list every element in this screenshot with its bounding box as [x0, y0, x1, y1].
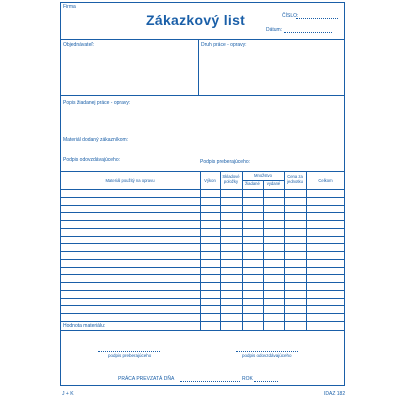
table-row-line	[60, 305, 345, 306]
table-row-line	[60, 290, 345, 291]
podpis-preberajuceho-caption: podpis preberajúceho	[108, 353, 152, 358]
druh-prace-label: Druh práce - opravy:	[201, 42, 247, 48]
table-row-line	[60, 267, 345, 268]
table-column-line	[263, 180, 264, 330]
table-row-line	[60, 313, 345, 314]
col-mnozstvo-header: Množstvo	[254, 173, 272, 178]
table-row-line	[60, 251, 345, 252]
table-row-line	[60, 197, 345, 198]
right-code: IDAZ 182	[324, 391, 346, 397]
table-column-line	[200, 171, 201, 330]
table-row-line	[60, 220, 345, 221]
sig-line-odovzdavajuceho	[236, 351, 298, 352]
table-row-line	[60, 298, 345, 299]
rok-line	[254, 381, 278, 382]
material-dodany-label: Materiál dodaný zákazníkom:	[63, 137, 129, 143]
mid-divider	[198, 39, 199, 95]
datum-line	[284, 32, 332, 33]
table-row-line	[60, 205, 345, 206]
cislo-label: ČÍSLO:	[282, 13, 299, 19]
col-skl-header: Skladové položky	[222, 174, 240, 184]
page-title: Zákazkový list	[146, 12, 246, 28]
rok-label: ROK	[242, 376, 253, 382]
col-cena-header: Cena za jednotku	[287, 174, 303, 184]
hodnota-label: Hodnota materiálu:	[63, 323, 106, 329]
table-row-line	[60, 212, 345, 213]
left-code: J + K	[62, 391, 74, 397]
podpis-preberajuceho-label: Podpis preberajúceho:	[200, 159, 251, 165]
table-row-line	[60, 259, 345, 260]
objednavatel-label: Objednávateľ:	[63, 42, 95, 48]
table-row-line	[60, 236, 345, 237]
praca-prevzata-label: PRÁCA PREVZATÁ DŇA	[118, 376, 175, 382]
podpis-odovzdavajuceho-caption: podpis odovzdávajúceho	[242, 353, 292, 358]
table-column-line	[242, 171, 243, 330]
section-divider-2	[60, 171, 345, 172]
header-divider	[60, 39, 345, 40]
col-vydane-header: vydané	[266, 181, 281, 186]
table-column-line	[306, 171, 307, 330]
table-column-line	[220, 171, 221, 330]
section-divider-1	[60, 95, 345, 96]
table-row-line	[60, 228, 345, 229]
cislo-line	[296, 18, 338, 19]
hodnota-divider	[60, 330, 345, 331]
table-header-divider	[60, 189, 345, 190]
sig-line-preberajuceho	[98, 351, 160, 352]
col-ziadane-header: žiadané	[245, 181, 260, 186]
firma-label: Firma	[63, 4, 76, 10]
popis-label: Popis žiadanej práce - opravy:	[63, 100, 131, 106]
table-row-line	[60, 321, 345, 322]
table-row-line	[60, 282, 345, 283]
col-celkom-header: Celkom	[318, 178, 333, 183]
table-row-line	[60, 243, 345, 244]
praca-prevzata-line	[180, 381, 240, 382]
col-material-header: Materiál použitý na opravu	[105, 178, 155, 183]
datum-label: Dátum:	[266, 27, 283, 33]
podpis-odovzdavajuceho-label: Podpis odovzdávajúceho:	[63, 157, 120, 163]
col-vykon-header: Výkon	[204, 178, 216, 183]
table-row-line	[60, 274, 345, 275]
table-column-line	[284, 171, 285, 330]
